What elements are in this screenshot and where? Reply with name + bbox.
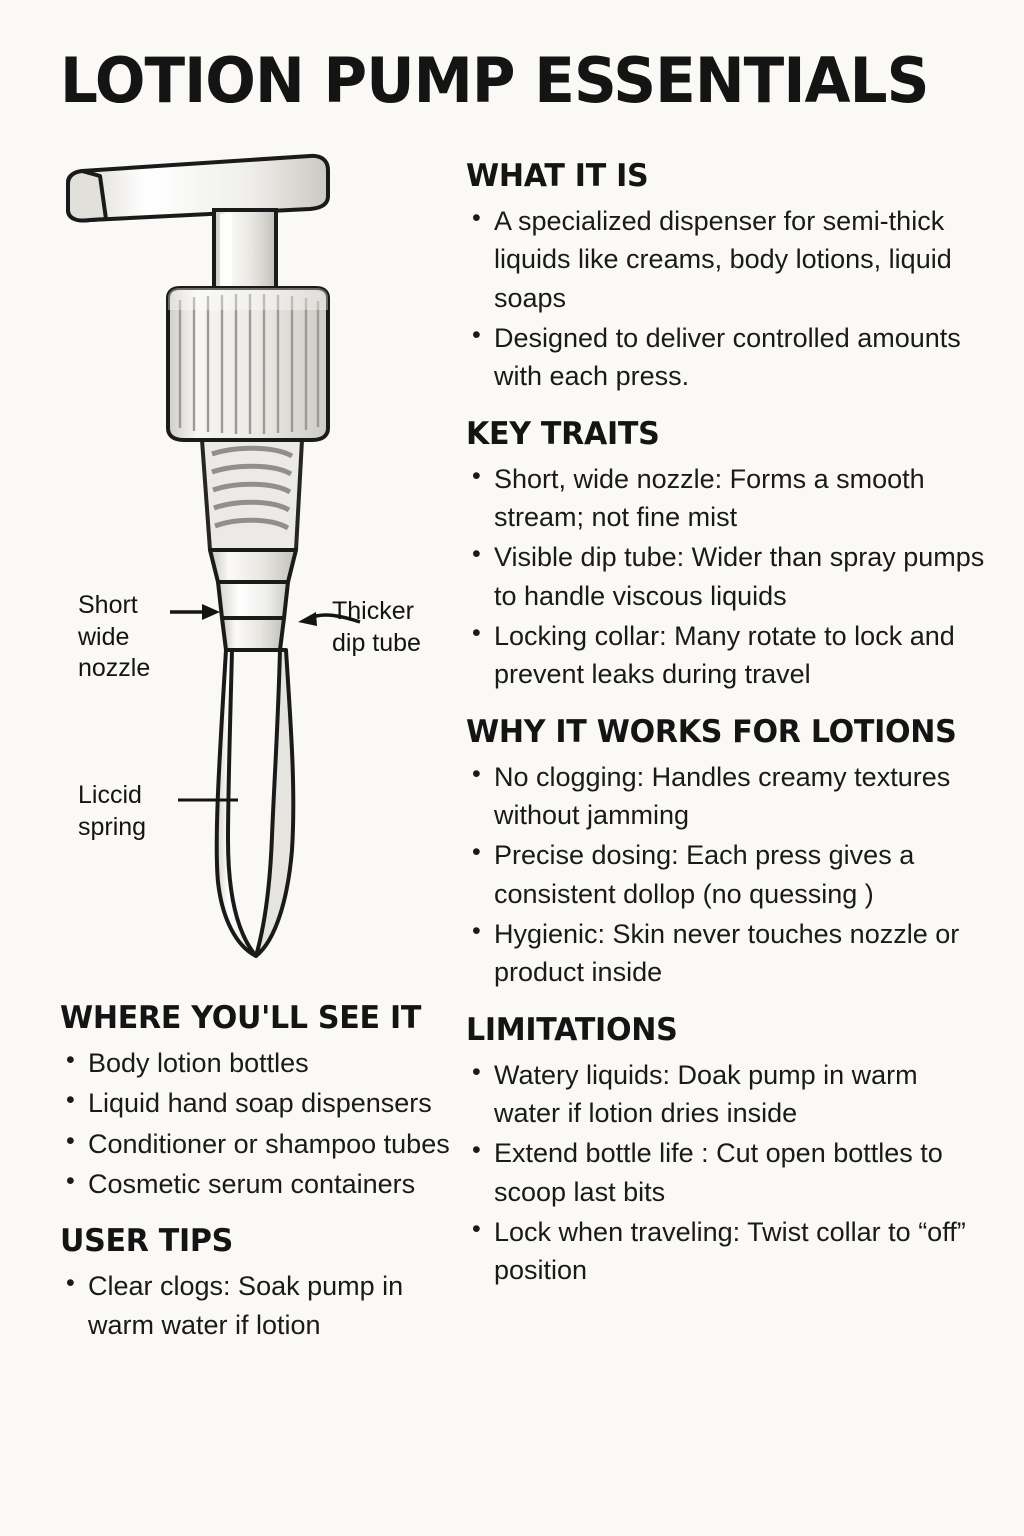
diagram-column bbox=[60, 150, 460, 1000]
callout-liccid-spring: Liccid spring bbox=[78, 781, 147, 841]
list-item: • Precise dosing: Each press gives a consistent dollop (no quessing ) bbox=[466, 836, 986, 913]
section-heading-user-tips: USER TIPS bbox=[60, 1223, 234, 1260]
list-item: • Hygienic: Skin never touches nozzle or product inside bbox=[466, 915, 986, 992]
callout-thicker-dip-tube: Thicker dip tube bbox=[332, 597, 421, 657]
lotion-pump-diagram bbox=[60, 150, 460, 1000]
section-heading-why-it-works: WHY IT WORKS FOR LOTIONS bbox=[466, 713, 957, 750]
list-what-it-is bbox=[466, 202, 986, 396]
section-heading-key-traits: KEY TRAITS bbox=[466, 415, 660, 452]
list-item: • Extend bottle life : Cut open bottles to scoop last bits bbox=[466, 1134, 986, 1211]
list-why-it-works bbox=[466, 758, 986, 992]
list-item: • A specialized dispenser for semi-thick liquids like creams, body lotions, liquid soaps bbox=[466, 202, 986, 317]
list-item: • Conditioner or shampoo tubes bbox=[60, 1125, 465, 1163]
list-item: • Visible dip tube: Wider than spray pumps to handle viscous liquids bbox=[466, 538, 986, 615]
right-text-column bbox=[466, 158, 986, 1310]
list-item: • No clogging: Handles creamy textures without jamming bbox=[466, 758, 986, 835]
section-heading-where: WHERE YOU'LL SEE IT bbox=[60, 1000, 422, 1036]
list-item: • Liquid hand soap dispensers bbox=[60, 1084, 465, 1122]
section-heading-what-it-is: WHAT IT IS bbox=[466, 158, 649, 194]
section-heading-limitations: LIMITATIONS bbox=[466, 1011, 678, 1048]
page-title: LOTION PUMP ESSENTIALS bbox=[60, 44, 929, 117]
list-item: • Lock when traveling: Twist collar to “off” position bbox=[466, 1213, 986, 1290]
list-item: • Locking collar: Many rotate to lock and prevent leaks during travel bbox=[466, 617, 986, 694]
list-item: • Clear clogs: Soak pump in warm water if lotion bbox=[60, 1267, 465, 1344]
list-key-traits bbox=[466, 460, 986, 694]
list-where-youll-see-it bbox=[60, 1044, 465, 1203]
list-item: • Body lotion bottles bbox=[60, 1044, 465, 1082]
list-limitations bbox=[466, 1056, 986, 1290]
callout-short-wide-nozzle: Short wide nozzle bbox=[78, 591, 151, 682]
list-user-tips bbox=[60, 1267, 465, 1344]
list-item: • Short, wide nozzle: Forms a smooth stream; not fine mist bbox=[466, 460, 986, 537]
list-item: • Watery liquids: Doak pump in warm water if lotion dries inside bbox=[466, 1056, 986, 1133]
list-item: • Cosmetic serum containers bbox=[60, 1165, 465, 1203]
list-item: • Designed to deliver controlled amounts with each press. bbox=[466, 319, 986, 396]
pump-illustration bbox=[60, 150, 460, 1000]
left-text-column bbox=[60, 1000, 465, 1364]
